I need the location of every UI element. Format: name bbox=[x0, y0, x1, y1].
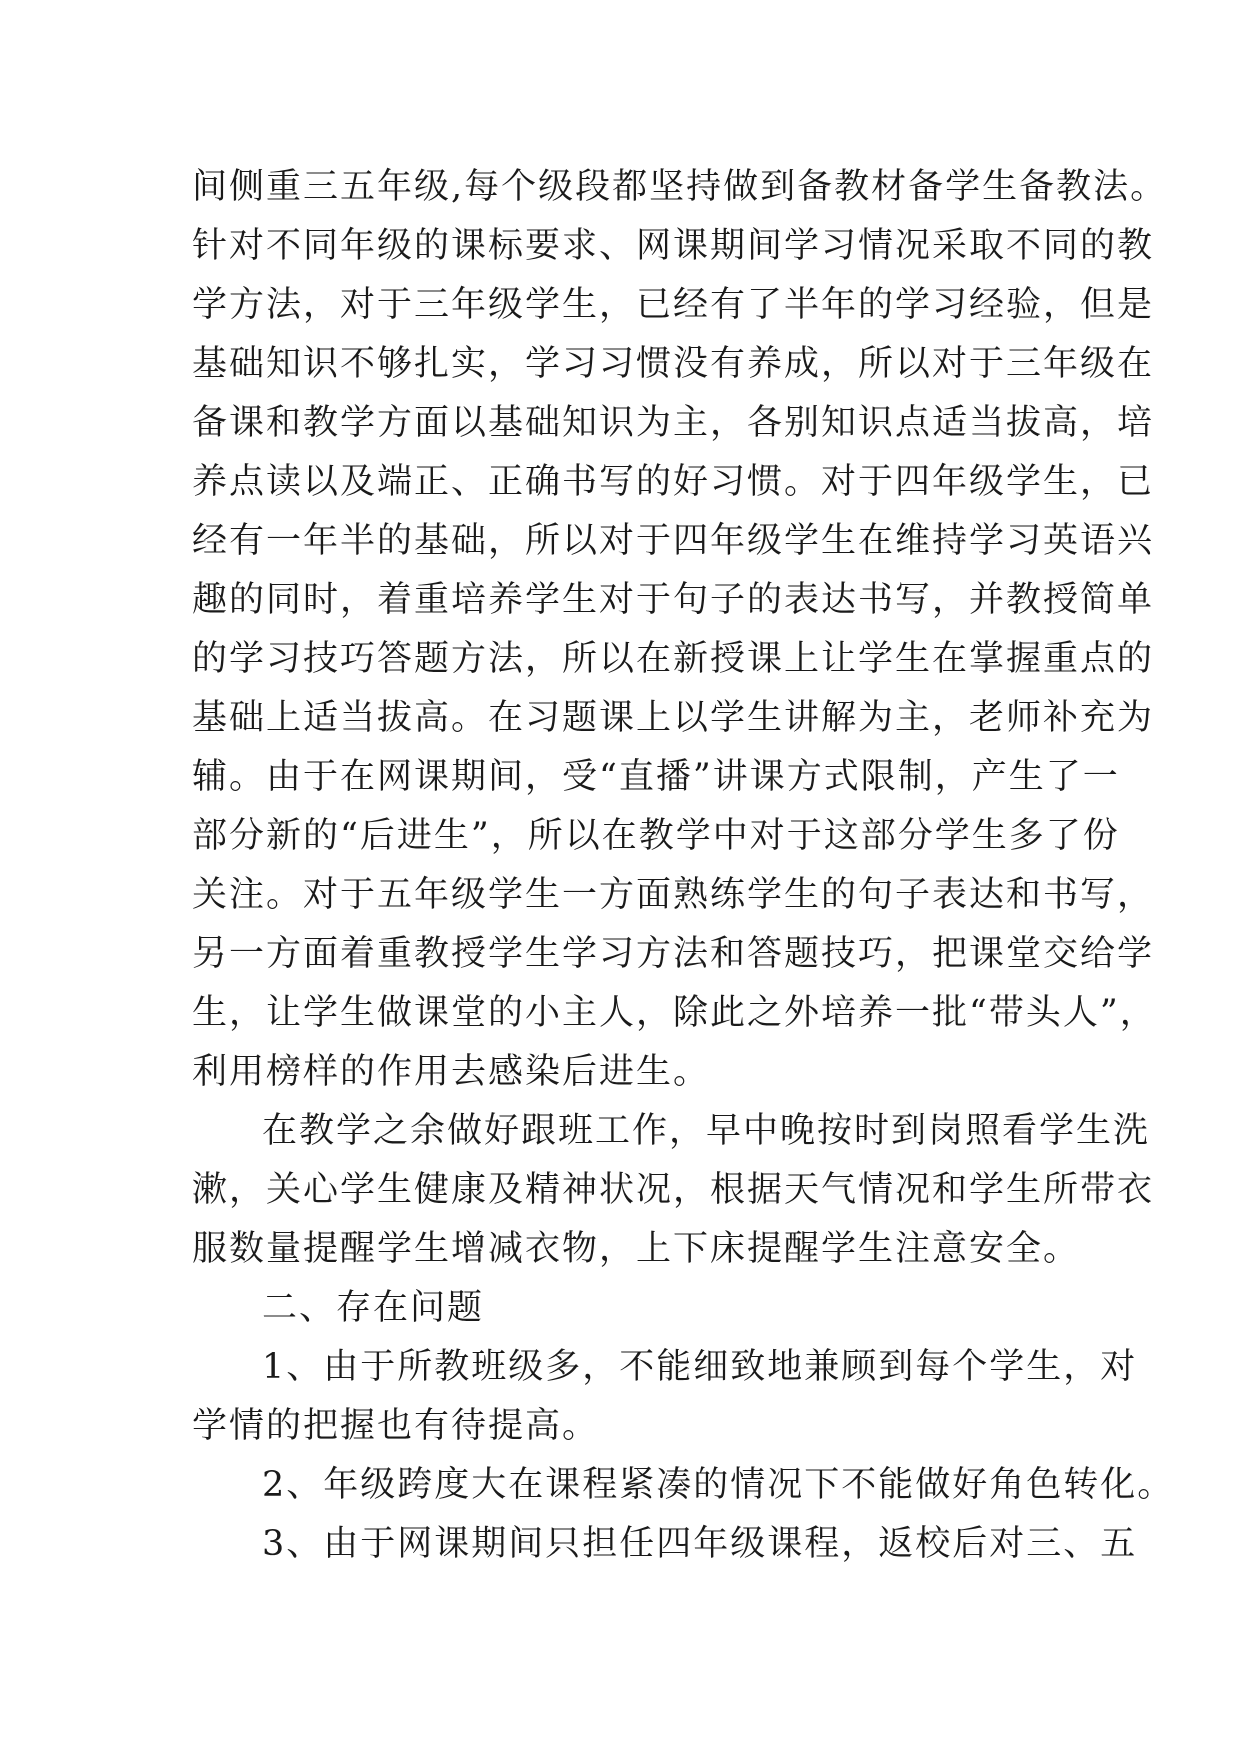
text-line: 学情的把握也有待提高。 bbox=[192, 1406, 600, 1446]
text-line: 趣的同时，着重培养学生对于句子的表达书写，并教授简单 bbox=[192, 580, 1155, 620]
list-item-3: 3、由于网课期间只担任四年级课程，返校后对三、五 bbox=[262, 1524, 1138, 1564]
text-line: 基础知识不够扎实，学习习惯没有养成，所以对于三年级在 bbox=[192, 344, 1155, 384]
list-item-2: 2、年级跨度大在课程紧凑的情况下不能做好角色转化。 bbox=[262, 1465, 1175, 1505]
text-line: 的学习技巧答题方法，所以在新授课上让学生在掌握重点的 bbox=[192, 639, 1155, 679]
paragraph-start-line: 在教学之余做好跟班工作，早中晚按时到岗照看学生洗 bbox=[262, 1111, 1151, 1151]
text-line: 另一方面着重教授学生学习方法和答题技巧，把课堂交给学 bbox=[192, 934, 1155, 974]
text-line: 学方法，对于三年级学生，已经有了半年的学习经验，但是 bbox=[192, 285, 1155, 325]
text-line: 生，让学生做课堂的小主人，除此之外培养一批“带头人”， bbox=[192, 993, 1157, 1033]
text-line: 间侧重三五年级,每个级段都坚持做到备教材备学生备教法。 bbox=[192, 167, 1168, 207]
text-line: 经有一年半的基础，所以对于四年级学生在维持学习英语兴 bbox=[192, 521, 1155, 561]
text-line: 基础上适当拔高。在习题课上以学生讲解为主，老师补充为 bbox=[192, 698, 1155, 738]
list-item-1: 1、由于所教班级多，不能细致地兼顾到每个学生，对 bbox=[262, 1347, 1138, 1387]
body-text bbox=[192, 158, 1175, 1574]
text-line: 部分新的“后进生”，所以在教学中对于这部分学生多了份 bbox=[192, 816, 1120, 856]
text-line: 养点读以及端正、正确书写的好习惯。对于四年级学生，已 bbox=[192, 462, 1155, 502]
text-line: 服数量提醒学生增减衣物，上下床提醒学生注意安全。 bbox=[192, 1229, 1081, 1269]
text-line: 关注。对于五年级学生一方面熟练学生的句子表达和书写， bbox=[192, 875, 1155, 915]
text-line: 利用榜样的作用去感染后进生。 bbox=[192, 1052, 711, 1092]
text-line: 针对不同年级的课标要求、网课期间学习情况采取不同的教 bbox=[192, 226, 1155, 266]
text-line: 备课和教学方面以基础知识为主，各别知识点适当拔高，培 bbox=[192, 403, 1155, 443]
text-line: 辅。由于在网课期间，受“直播”讲课方式限制，产生了一 bbox=[192, 757, 1120, 797]
section-heading: 二、存在问题 bbox=[262, 1288, 485, 1328]
text-line: 漱，关心学生健康及精神状况，根据天气情况和学生所带衣 bbox=[192, 1170, 1155, 1210]
